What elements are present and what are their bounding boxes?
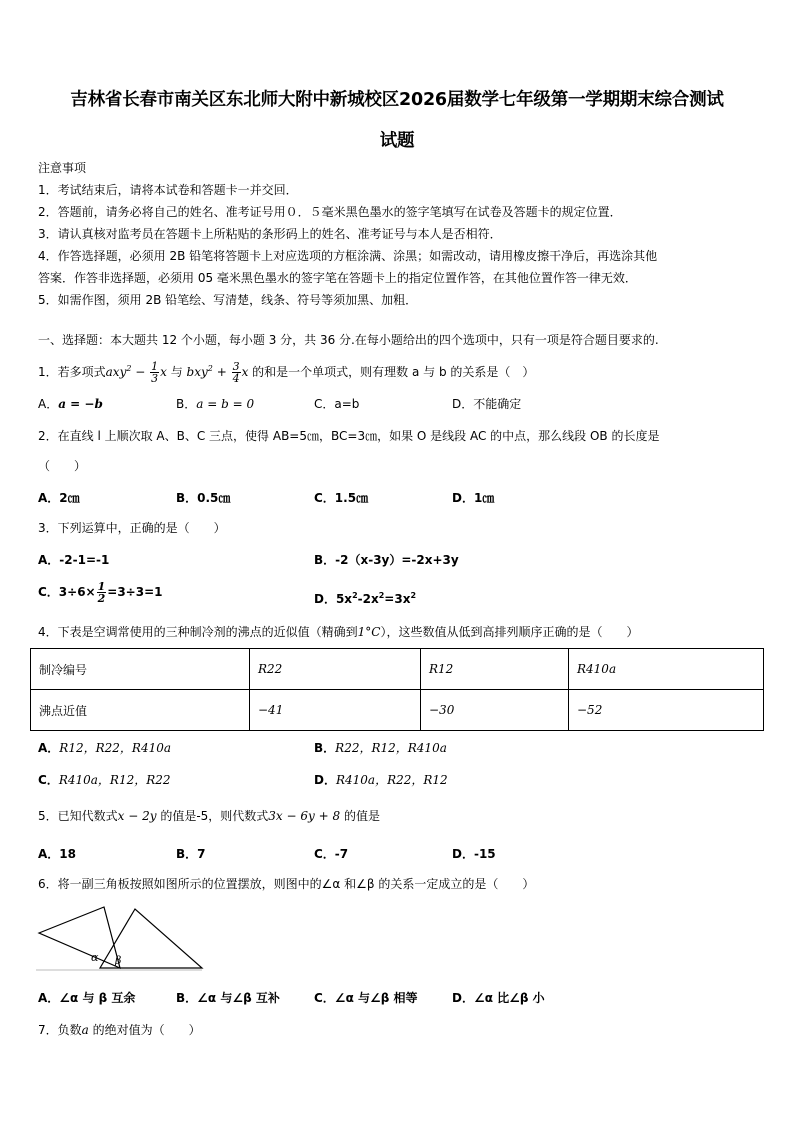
table-cell: R22 [250, 649, 421, 690]
q1-option-b: B．a = b = 0 [176, 397, 255, 411]
notice-item: 4．作答选择题，必须用 2B 铅笔将答题卡上对应选项的方框涂满、涂黑；如需改动，请用橡皮擦干净后，再选涂其他 [38, 249, 658, 263]
q6-option-a: A．∠α 与 β 互余 [38, 991, 136, 1005]
question-2: 2．在直线 l 上顺次取 A、B、C 三点，使得 AB=5㎝，BC=3㎝，如果 O 是线段 AC 的中点，那么线段 OB 的长度是 [38, 429, 660, 443]
q2-option-d: D．1㎝ [452, 491, 495, 505]
q5-option-c: C．-7 [314, 847, 349, 861]
q1-option-d: D．不能确定 [452, 397, 522, 411]
q2-option-a: A．2㎝ [38, 491, 80, 505]
q5-option-d: D．-15 [452, 847, 496, 861]
section-heading: 一、选择题：本大题共 12 个小题，每小题 3 分，共 36 分.在每小题给出的四个选项中，只有一项是符合题目要求的. [38, 333, 659, 347]
q4-option-c: C．R410a，R12，R22 [38, 773, 171, 787]
beta-label: β [115, 954, 122, 967]
q3-option-a: A．-2-1=-1 [38, 553, 110, 567]
question-6: 6．将一副三角板按照如图所示的位置摆放，则图中的∠α 和∠β 的关系一定成立的是（ ） [38, 877, 535, 891]
exam-title-line1: 吉林省长春市南关区东北师大附中新城校区2026届数学七年级第一学期期末综合测试 [70, 90, 724, 110]
question-1: 1．若多项式axy$^2$ − $\frac{1}{3}$ x 与 bxy$^2$ + $\frac{3}{4}$ x 的和是一个单项式，则有理数 a 与 b 的关系是（ ） [38, 360, 535, 385]
q4-option-b: B．R22，R12，R410a [314, 741, 447, 755]
question-4: 4．下表是空调常使用的三种制冷剂的沸点的近似值（精确到1°C），这些数值从低到高排列顺序正确的是（ ） [38, 625, 639, 639]
q6-option-b: B．∠α 与∠β 互补 [176, 991, 280, 1005]
table-cell: 沸点近值 [31, 690, 250, 731]
q4-option-a: A．R12，R22，R410a [38, 741, 172, 755]
boiling-point-table [30, 648, 764, 731]
exam-title-line2: 试题 [379, 131, 415, 151]
question-2-paren: （ ） [38, 459, 87, 473]
q6-option-d: D．∠α 比∠β 小 [452, 991, 545, 1005]
q3-option-b: B．-2（x-3y）=-2x+3y [314, 553, 459, 567]
q5-option-a: A．18 [38, 847, 76, 861]
notice-item: 2．答题前，请务必将自己的姓名、准考证号用０．５毫米黑色墨水的签字笔填写在试卷及答题卡的规定位置． [38, 205, 622, 219]
question-5: 5．已知代数式x − 2y 的值是-5，则代数式3x − 6y + 8 的值是 [38, 809, 380, 823]
table-cell: 制冷编号 [31, 649, 250, 690]
q3-option-d: D．$5x^2-2x^2=3x^2$ [314, 591, 417, 606]
q2-option-c: C．1.5㎝ [314, 491, 369, 505]
table-cell: −41 [250, 690, 421, 731]
q1-option-a: A．a = −b [38, 397, 103, 411]
q2-option-b: B．0.5㎝ [176, 491, 231, 505]
question-7: 7．负数a 的绝对值为（ ） [38, 1023, 201, 1037]
table-row [31, 690, 764, 731]
q6-option-c: C．∠α 与∠β 相等 [314, 991, 418, 1005]
notice-item: 5．如需作图，须用 2B 铅笔绘、写清楚，线条、符号等须加黑、加粗． [38, 293, 418, 307]
table-row [31, 649, 764, 690]
notice-item: 答案．作答非选择题，必须用 05 毫米黑色墨水的签字笔在答题卡上的指定位置作答，在其他位置作答一律无效． [38, 271, 637, 285]
notice-item: 1．考试结束后，请将本试卷和答题卡一并交回． [38, 183, 298, 197]
question-3: 3．下列运算中，正确的是（ ） [38, 521, 226, 535]
q1-option-c: C．a=b [314, 397, 360, 411]
q5-option-b: B．7 [176, 847, 206, 861]
table-cell: −30 [421, 690, 569, 731]
table-cell: −52 [569, 690, 764, 731]
set-square-left [39, 907, 120, 968]
triangle-figure [36, 906, 204, 976]
q4-option-d: D．R410a，R22，R12 [314, 773, 448, 787]
notice-item: 3．请认真核对监考员在答题卡上所粘贴的条形码上的姓名、准考证号与本人是否相符． [38, 227, 502, 241]
notice-heading: 注意事项 [38, 161, 87, 175]
alpha-label: α [91, 951, 99, 964]
table-cell: R12 [421, 649, 569, 690]
table-cell: R410a [569, 649, 764, 690]
q3-option-c: C．3÷6× $\frac{1}{2}$ =3÷3=1 [38, 580, 163, 605]
